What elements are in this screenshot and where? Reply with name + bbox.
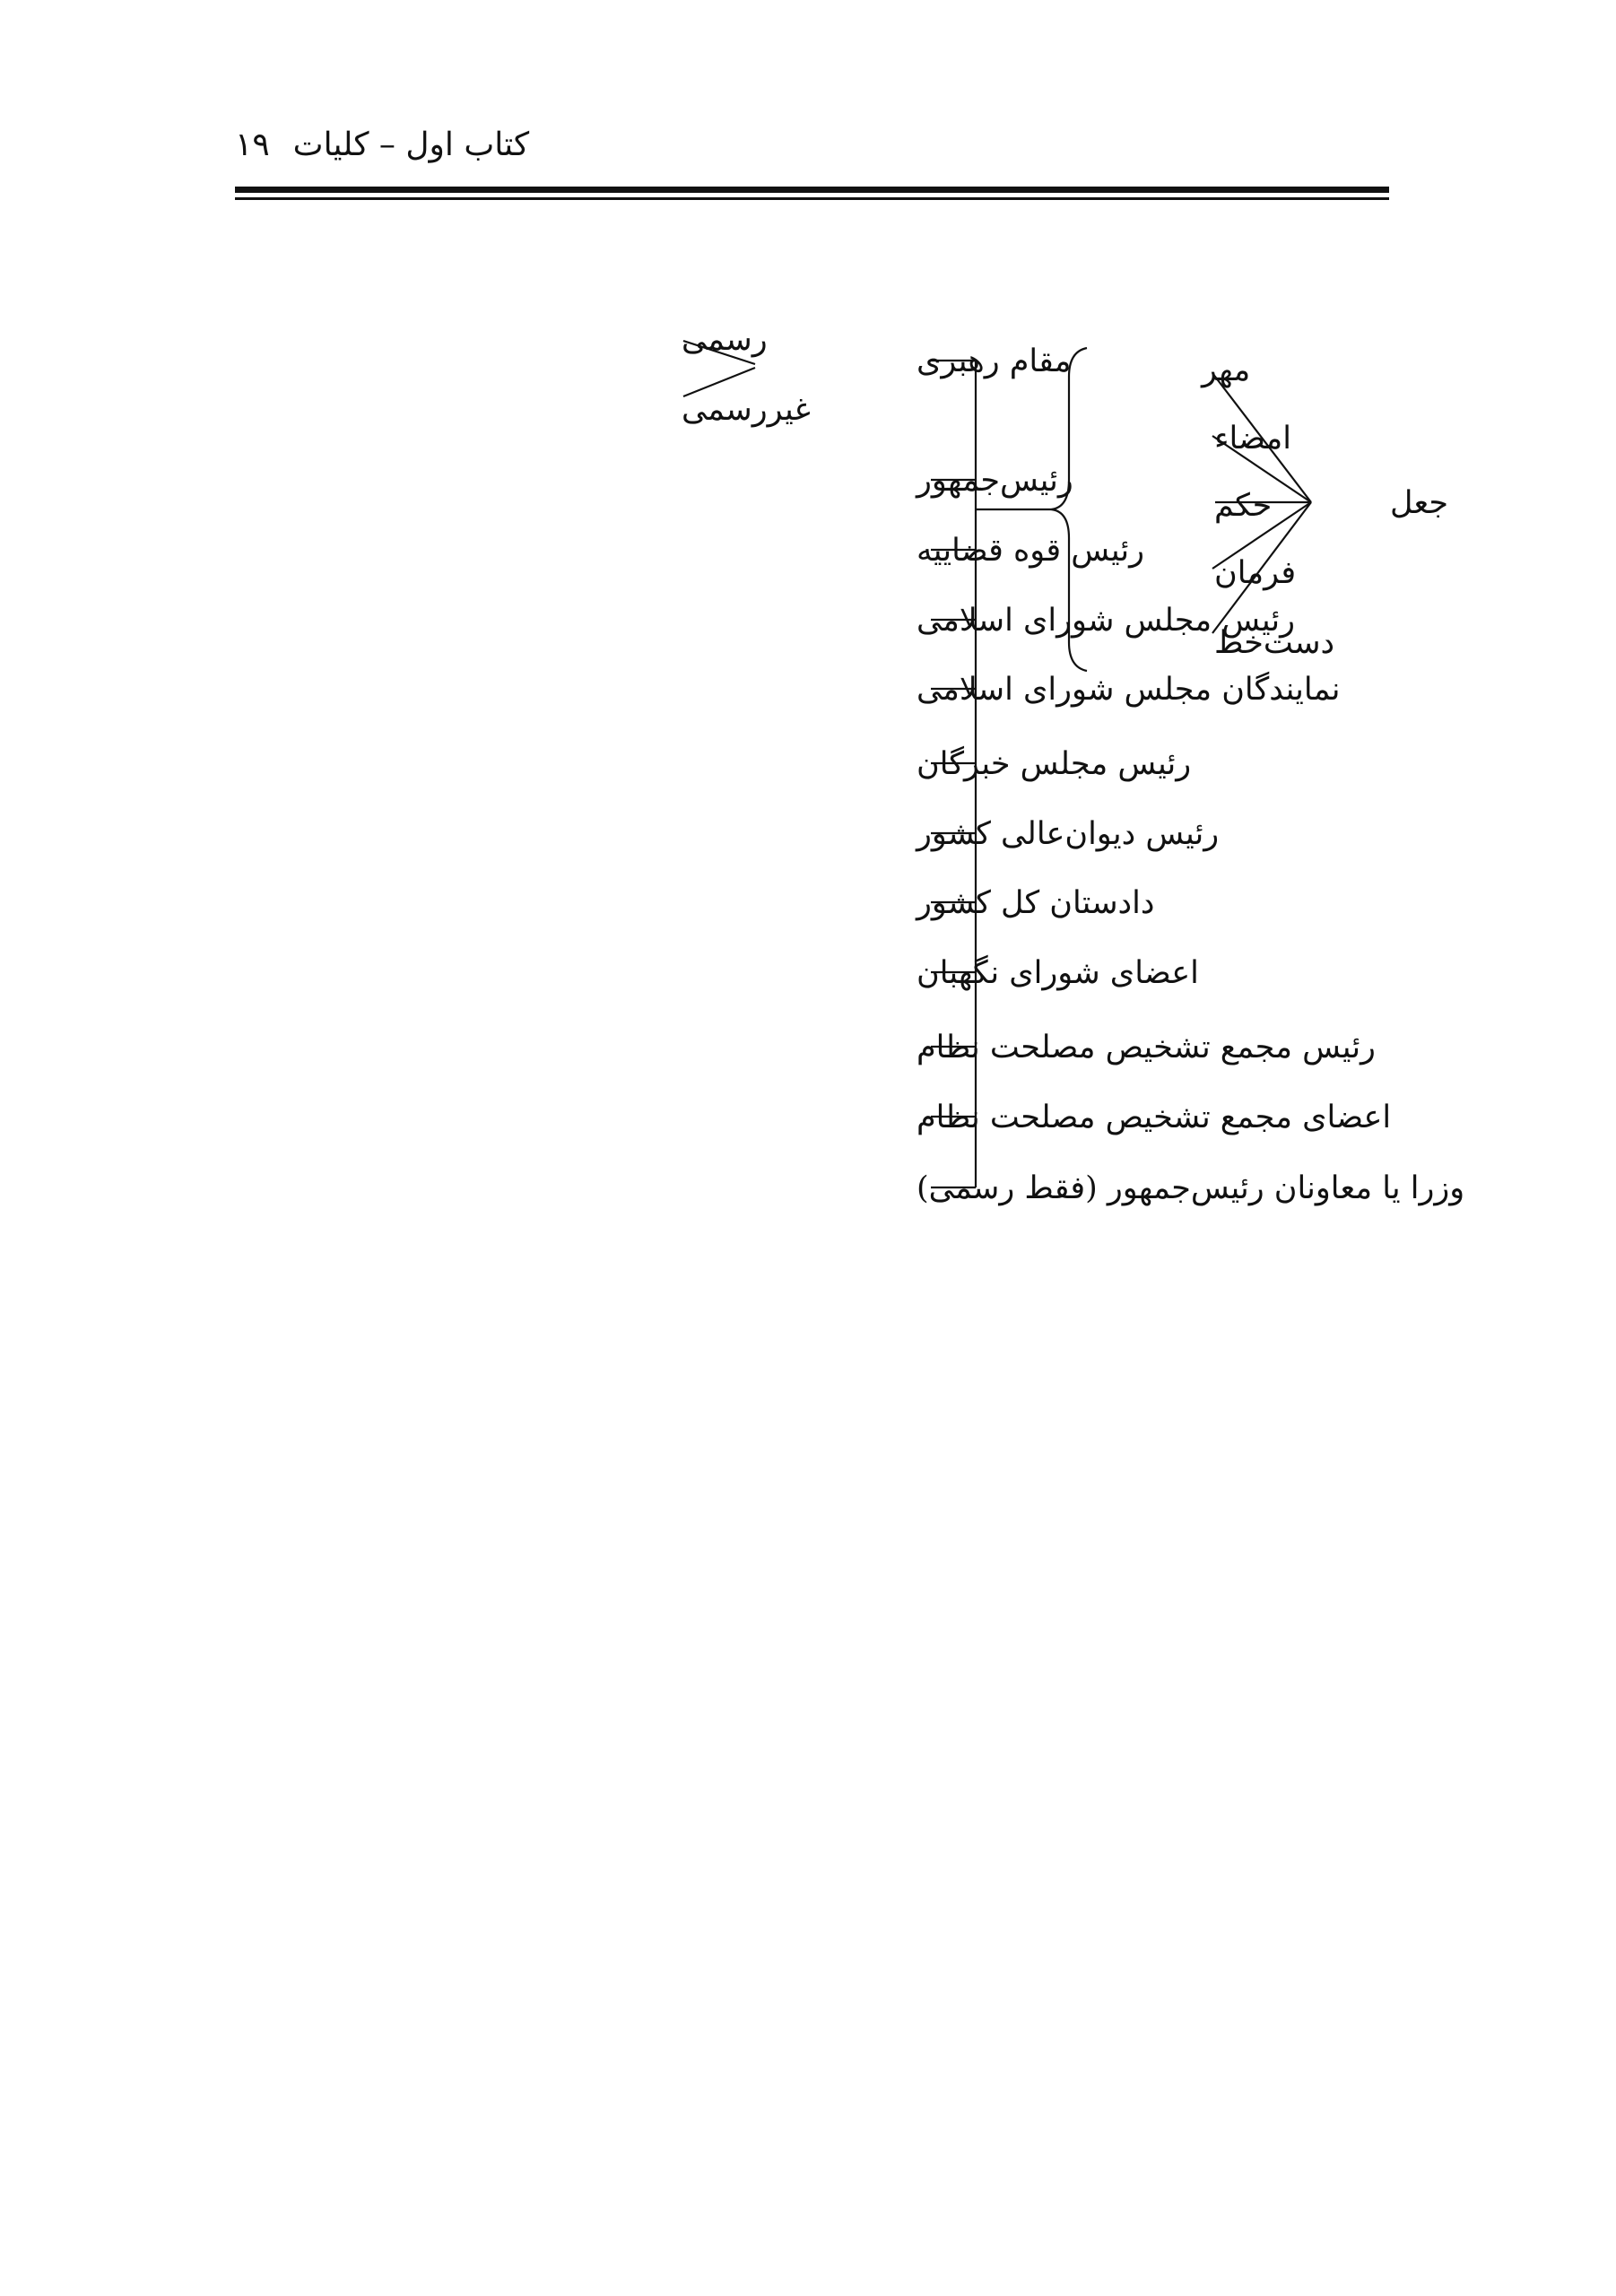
root-label: جعل bbox=[1390, 485, 1449, 521]
forgery-item-1: مهر bbox=[1202, 352, 1251, 388]
official-item-7: دادستان کل کشور bbox=[917, 885, 1155, 921]
official-item-10: اعضای مجمع تشخیص مصلحت نظام bbox=[917, 1100, 1392, 1135]
official-item-9: رئیس مجمع تشخیص مصلحت نظام bbox=[917, 1030, 1376, 1065]
official-item-8: اعضای شورای نگهبان bbox=[917, 955, 1199, 991]
page-number: ۱۹ bbox=[235, 126, 270, 163]
forgery-item-4: فرمان bbox=[1214, 555, 1297, 591]
official-item-11: وزرا یا معاونان رئیس‌جمهور (فقط رسمی) bbox=[917, 1170, 1465, 1206]
official-item-3: رئیس مجلس شورای اسلامی bbox=[917, 603, 1296, 639]
forgery-item-2: امضاء bbox=[1214, 421, 1291, 457]
official-item-6: رئیس دیوان‌عالی کشور bbox=[917, 816, 1220, 852]
forgery-item-3: حکم bbox=[1214, 488, 1273, 524]
leader-sub-official: رسمی bbox=[682, 322, 768, 358]
official-item-2: رئیس قوه قضاییه bbox=[917, 533, 1145, 569]
running-title: کتاب اول – کلیات bbox=[292, 126, 530, 163]
official-item-5: رئیس مجلس خبرگان bbox=[917, 746, 1192, 782]
leader-sub-unofficial: غیررسمی bbox=[682, 392, 811, 428]
forgery-item-5: دست‌خط bbox=[1214, 625, 1335, 661]
official-item-4: نمایندگان مجلس شورای اسلامی bbox=[917, 672, 1341, 708]
leader-label: مقام رهبری bbox=[917, 344, 1072, 379]
official-item-1: رئیس‌جمهور bbox=[917, 463, 1073, 499]
